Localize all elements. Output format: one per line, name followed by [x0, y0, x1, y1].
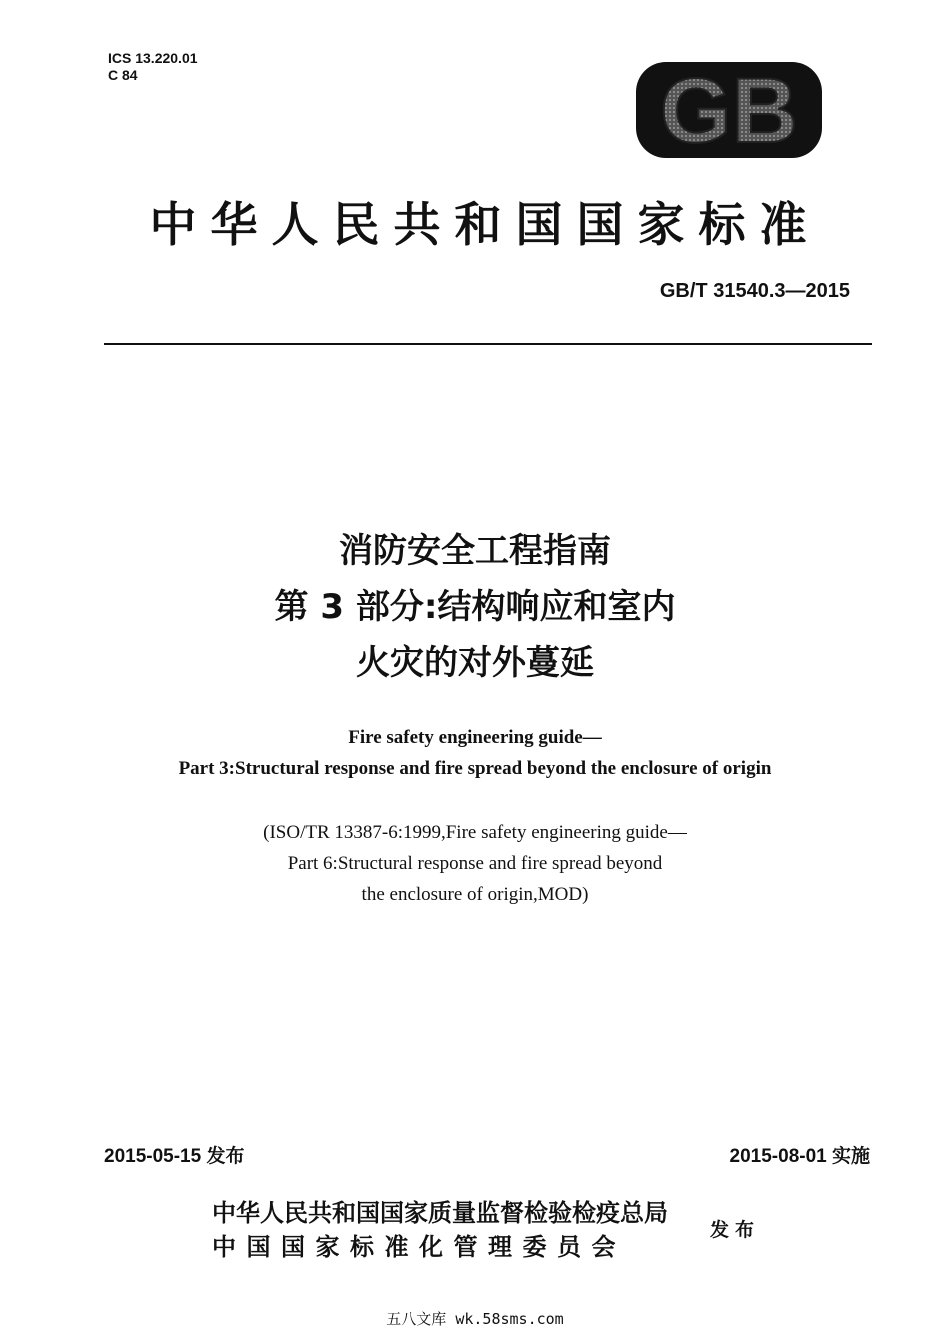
divider-rule	[104, 343, 872, 345]
english-title	[0, 722, 950, 784]
issuing-authorities	[212, 1196, 668, 1264]
iso-reference-line-3: the enclosure of origin,MOD)	[361, 884, 589, 905]
iso-reference-line-2: Part 6:Structural response and fire spread beyond	[287, 853, 663, 874]
chinese-title-line-2: 第 3 部分:结构响应和室内	[274, 587, 676, 627]
issue-date: 2015-05-15 发布	[104, 1146, 245, 1167]
ics-code: ICS 13.220.01	[108, 50, 198, 66]
chinese-title	[0, 523, 950, 691]
gb-logo	[636, 62, 822, 158]
classification-codes	[108, 50, 198, 84]
english-title-line-1: Fire safety engineering guide—	[348, 727, 602, 748]
ccs-code: C 84	[108, 67, 138, 83]
footer-watermark: 五八文库 wk.58sms.com	[386, 1310, 564, 1328]
iso-reference-line-1: (ISO/TR 13387-6:1999,Fire safety engineering guide—	[263, 822, 687, 843]
issuer-sac: 中国国家标准化管理委员会	[212, 1232, 626, 1261]
chinese-title-line-1: 消防安全工程指南	[339, 531, 611, 571]
chinese-title-line-3: 火灾的对外蔓延	[356, 643, 594, 683]
issuer-aqsiq: 中华人民共和国国家质量监督检验检疫总局	[212, 1198, 668, 1227]
implementation-date: 2015-08-01 实施	[729, 1146, 870, 1167]
standard-code: GB/T 31540.3—2015	[659, 280, 850, 302]
publish-label: 发布	[710, 1219, 761, 1241]
english-title-line-2: Part 3:Structural response and fire spread beyond the enclosure of origin	[178, 758, 772, 779]
gb-logo-text: GB	[660, 62, 798, 158]
national-standard-heading: 中华人民共和国国家标准	[149, 198, 821, 253]
iso-reference	[0, 817, 950, 910]
